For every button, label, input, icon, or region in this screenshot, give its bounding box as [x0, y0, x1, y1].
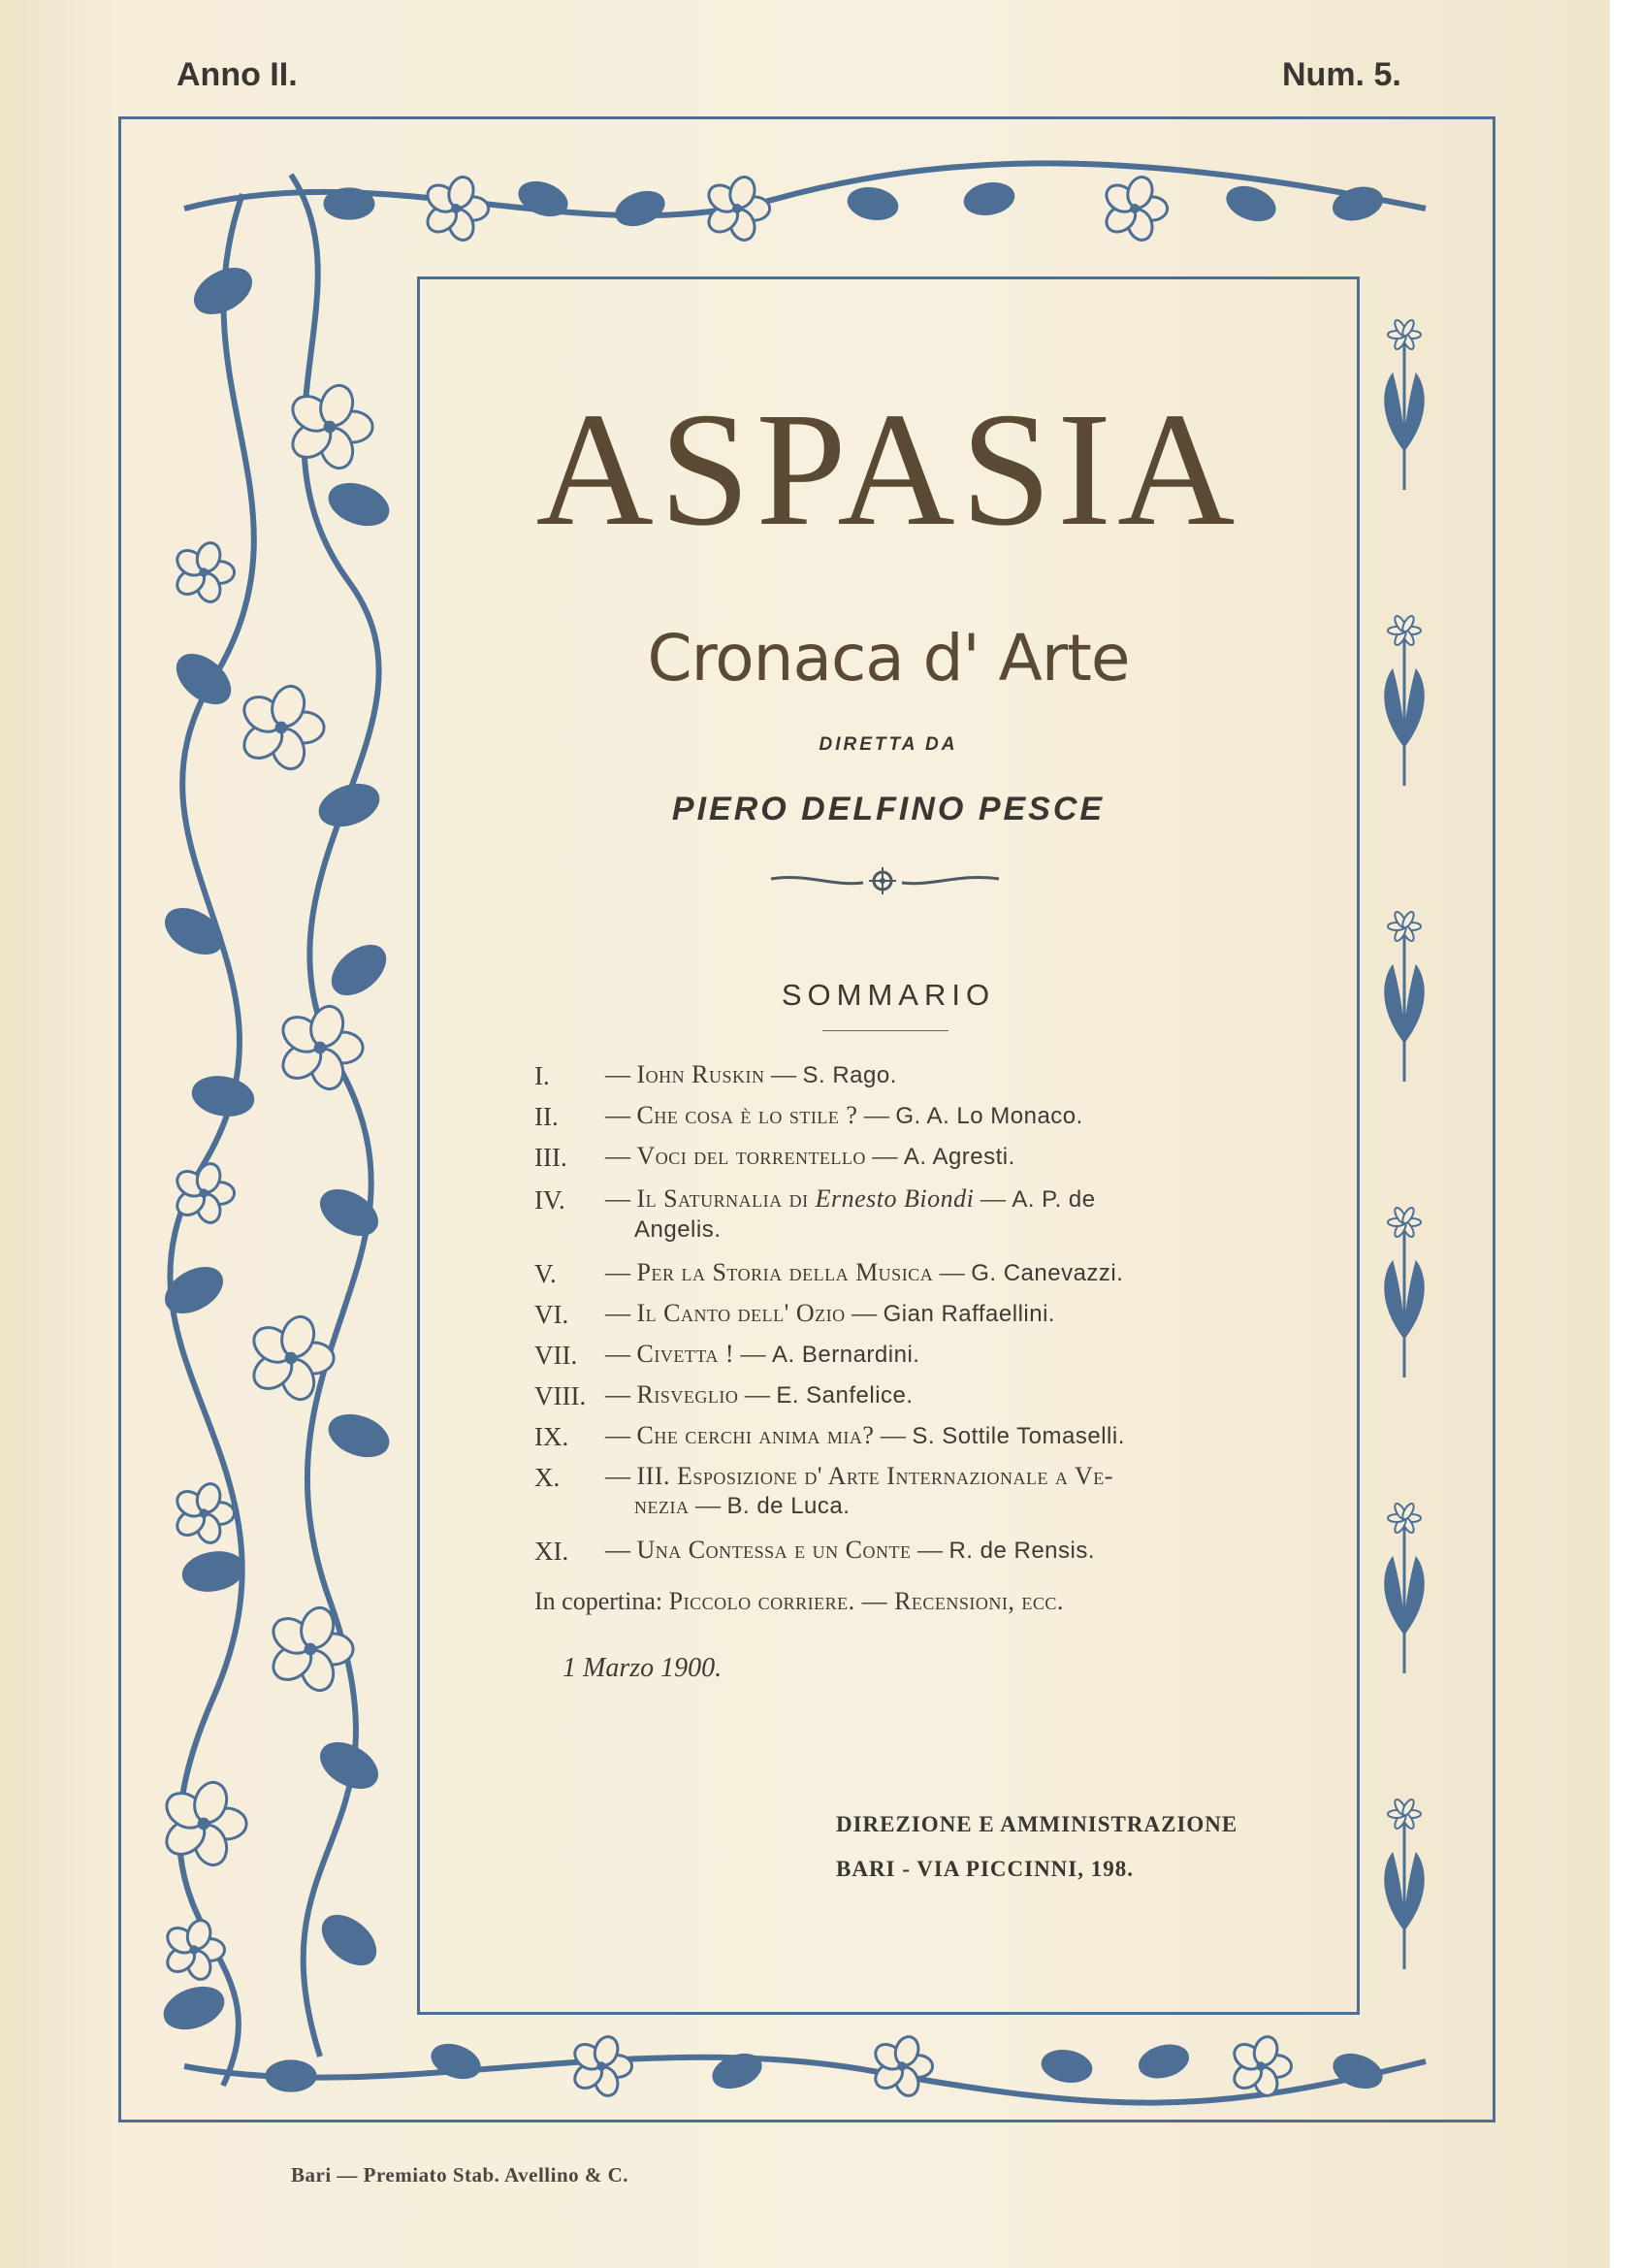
toc-author: S. Sottile Tomaselli. — [912, 1423, 1125, 1449]
toc-author: A. Agresti. — [903, 1144, 1015, 1170]
toc-title: Risveglio — [636, 1380, 739, 1409]
toc-author: A. Bernardini. — [772, 1342, 920, 1368]
toc-author: G. Canevazzi. — [971, 1260, 1124, 1286]
toc-entry: — Civetta ! — A. Bernardini. — [605, 1340, 920, 1368]
toc-title: Voci del torrentello — [636, 1142, 866, 1170]
issue-number: Num. 5. — [1282, 56, 1401, 93]
toc-entry: — Voci del torrentello — A. Agresti. — [605, 1142, 1015, 1170]
toc-number: III. — [534, 1143, 567, 1172]
toc-entry: — Per la Storia della Musica — G. Canevazzi. — [605, 1258, 1124, 1286]
toc-title: Civetta ! — [636, 1340, 735, 1368]
toc-author: G. A. Lo Monaco. — [895, 1103, 1083, 1129]
issue-year: Anno II. — [177, 56, 298, 93]
toc-entry: — Iohn Ruskin — S. Rago. — [605, 1060, 897, 1088]
toc-number: V. — [534, 1259, 557, 1288]
toc-entry: — Una Contessa e un Conte — R. de Rensis. — [605, 1536, 1096, 1564]
summary-heading: SOMMARIO — [781, 978, 996, 1012]
toc-title: III. Esposizione d' Arte Internazionale a Ve- — [636, 1462, 1113, 1490]
toc-number: VII. — [534, 1341, 578, 1370]
toc-author: E. Sanfelice. — [776, 1382, 914, 1409]
masthead-subtitle: Cronaca d' Arte — [647, 621, 1130, 696]
toc-author: S. Rago. — [802, 1062, 897, 1088]
issue-date: 1 Marzo 1900. — [562, 1653, 723, 1683]
toc-author: R. de Rensis. — [948, 1538, 1096, 1564]
toc-number: VI. — [534, 1300, 569, 1329]
toc-number: IV. — [534, 1185, 565, 1215]
toc-title: Che cosa è lo stile ? — [636, 1101, 858, 1129]
toc-author: B. de Luca. — [726, 1493, 851, 1519]
cover-label: In copertina: — [534, 1587, 663, 1615]
toc-entry: — Il Saturnalia di Ernesto Biondi — A. P. de Angelis. — [605, 1184, 1096, 1243]
toc-title: Il Saturnalia di Ernesto Biondi — [636, 1184, 975, 1213]
toc-title: Che cerchi anima mia? — [636, 1421, 875, 1449]
toc-title: Una Contessa e un Conte — [636, 1536, 912, 1564]
toc-title-italic: Ernesto Biondi — [815, 1184, 975, 1213]
toc-title: Il Canto dell' Ozio — [636, 1299, 846, 1327]
toc-number: I. — [534, 1061, 550, 1090]
director-name: PIERO DELFINO PESCE — [671, 791, 1106, 827]
directed-by-label: DIRETTA DA — [819, 734, 958, 755]
toc-entry: — III. Esposizione d' Arte Internazionale a Ve- nezia — B. de Luca. — [605, 1462, 1113, 1519]
toc-author: Gian Raffaellini. — [883, 1301, 1056, 1327]
toc-title-continued: nezia — [634, 1491, 690, 1519]
summary-rule — [822, 1030, 948, 1031]
toc-number: XI. — [534, 1537, 569, 1566]
printer-credit: Bari — Premiato Stab. Avellino & C. — [291, 2163, 629, 2187]
toc-entry: — Risveglio — E. Sanfelice. — [605, 1380, 914, 1409]
toc-number: VIII. — [534, 1381, 587, 1410]
toc-entry: — Che cosa è lo stile ? — G. A. Lo Monaco. — [605, 1101, 1083, 1129]
toc-number: IX. — [534, 1422, 569, 1451]
toc-author: A. P. de — [1012, 1186, 1096, 1213]
cover-contents — [534, 1587, 1064, 1616]
cover-items: Piccolo corriere. — Recensioni, ecc. — [668, 1587, 1064, 1615]
toc-author-continued: Angelis. — [634, 1216, 722, 1243]
administration-heading: DIREZIONE E AMMINISTRAZIONE — [836, 1812, 1238, 1836]
toc-title: Iohn Ruskin — [636, 1060, 765, 1088]
toc-entry: — Il Canto dell' Ozio — Gian Raffaellini. — [605, 1299, 1056, 1327]
masthead-title: ASPASIA — [535, 379, 1241, 560]
toc-title: Per la Storia della Musica — [636, 1258, 934, 1286]
toc-number: X. — [534, 1463, 561, 1492]
administration-address: BARI - VIA PICCINNI, 198. — [836, 1857, 1134, 1881]
toc-number: II. — [534, 1102, 559, 1131]
toc-entry: — Che cerchi anima mia? — S. Sottile Tomaselli. — [605, 1421, 1125, 1449]
